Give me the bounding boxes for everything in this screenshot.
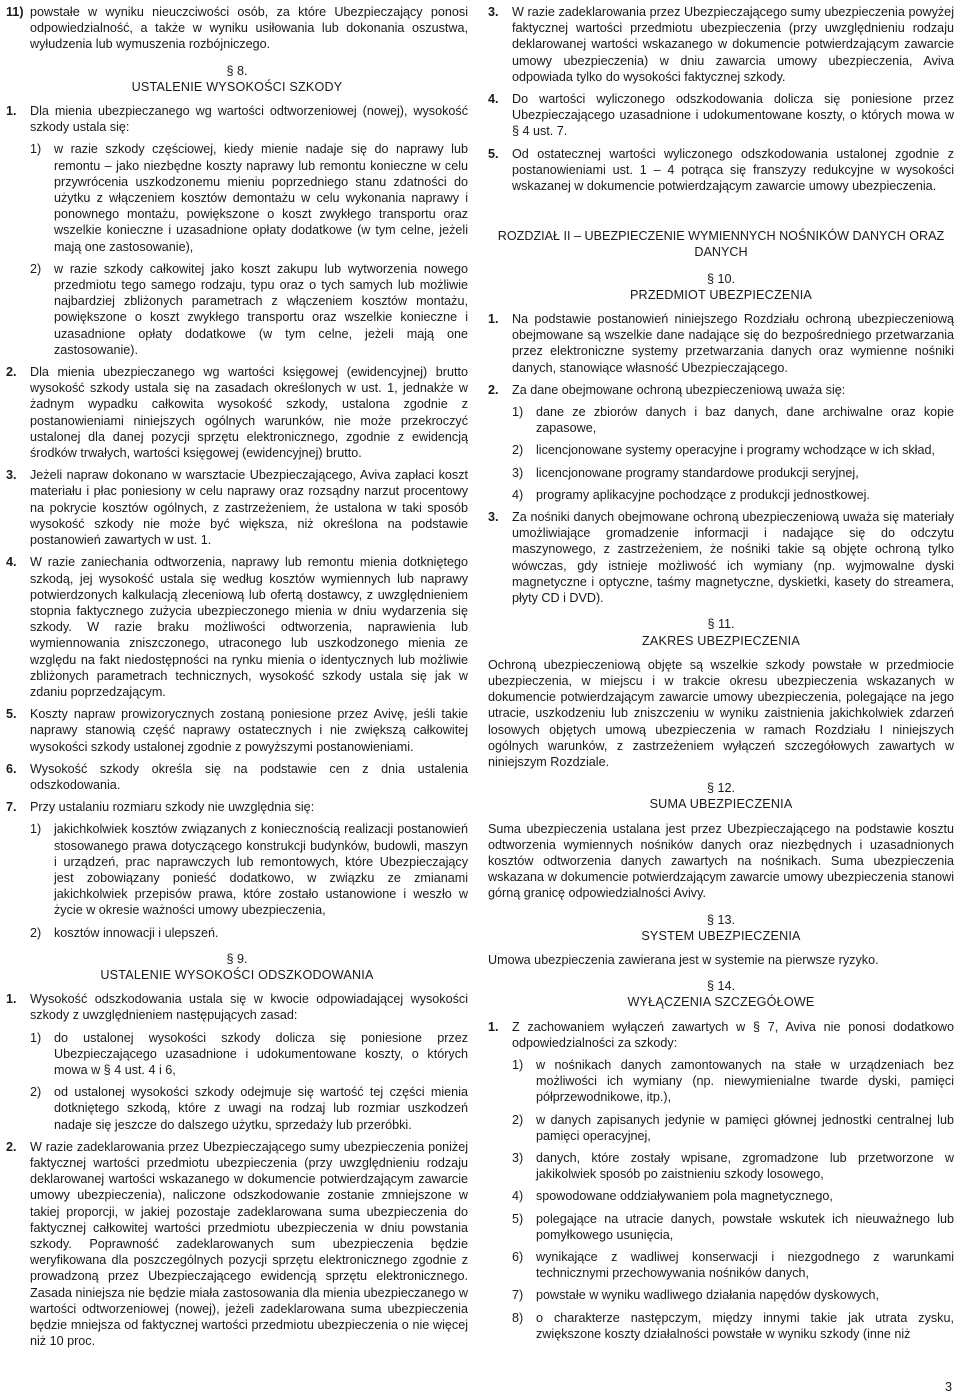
section-heading	[488, 978, 954, 1010]
section-title: ZAKRES UBEZPIECZENIA	[642, 633, 800, 648]
section-title: WYŁĄCZENIA SZCZEGÓŁOWE	[627, 995, 815, 1010]
section-number: § 10.	[706, 271, 735, 286]
numbered-item	[488, 311, 954, 376]
section-title: SYSTEM UBEZPIECZENIA	[641, 928, 801, 943]
sub-list-item	[512, 1188, 954, 1204]
item-number: 4)	[512, 487, 524, 502]
item-text: programy aplikacyjne pochodzące z produkcji jednostkowej.	[536, 487, 870, 502]
item-number: 1.	[488, 312, 499, 327]
item-number: 3.	[488, 5, 499, 19]
section-number: § 9.	[226, 951, 248, 966]
section-heading	[488, 271, 954, 303]
item-text: danych, które zostały wpisane, zgromadzone lub przetworzone w jakikolwiek sposób po zaistnieniu szkody losowego,	[536, 1150, 954, 1182]
sub-list-item	[512, 465, 954, 481]
item-number: 3.	[6, 468, 17, 483]
sub-list-item	[512, 1211, 954, 1243]
item-text: w razie szkody całkowitej jako koszt zakupu lub wytworzenia nowego przedmiotu tego samego rodzaju, typu oraz o tych samych lub możliwie najbardziej zbliżonych parametrach z włączeniem kosztów montażu, powiększone o koszt zwykłego transportu oraz wszelkie konieczne i uzasadnione opłaty dodatkowe (w tym celne, jeżeli mają one zastosowanie).	[54, 261, 468, 357]
numbered-item	[488, 146, 954, 195]
numbered-item	[488, 382, 954, 398]
item-number: 1)	[512, 1057, 524, 1072]
section-number: § 12.	[706, 781, 735, 796]
sub-list-item	[512, 1287, 954, 1303]
item-number: 3)	[512, 465, 524, 480]
item-text: od ustalonej wysokości szkody odejmuje się wartość tej części mienia dotkniętego szkodą, które z uwagi na rodzaj lub rozmiar uszkodzeń nadaje się jeszcze do dalszego użytku, sprzedaży lub przeróbki.	[54, 1085, 468, 1132]
item-text: licencjonowane systemy operacyjne i programy wchodzące w ich skład,	[536, 443, 935, 458]
item-text: powstałe w wyniku wadliwego działania napędów dyskowych,	[536, 1288, 880, 1303]
section-heading	[6, 951, 468, 983]
sub-list-item	[512, 1310, 954, 1342]
item-text: Przy ustalaniu rozmiaru szkody nie uwzględnia się:	[30, 800, 315, 815]
item-number: 4.	[488, 92, 499, 107]
numbered-item	[488, 91, 954, 140]
item-text: dane ze zbiorów danych i baz danych, dane archiwalne oraz kopie zapasowe,	[536, 405, 954, 436]
item-number: 1)	[30, 142, 42, 157]
item-text: spowodowane oddziaływaniem pola magnetycznego,	[536, 1189, 833, 1204]
item-text: Z zachowaniem wyłączeń zawartych w § 7, Aviva nie ponosi dodatkowo odpowiedzialności za szkody:	[512, 1019, 954, 1050]
item-text: W razie zaniechania odtworzenia, naprawy lub remontu mienia dotkniętego szkodą, jej wysokość ustala się według kosztów wymiennych lub naprawy potwierdzonych kalkulacją zleceniową lub ofertą dostawcy, z uwzględnieniem stopnia faktycznego zużycia ubezpieczonego mienia w dniu wydarzenia się szkody. W razie braku możliwości odtworzenia, naprawienia lub wymiennowania zniszczonego, utraconego lub uszkodzonego mienia ze względu na fakt niedostępności na rynku mienia o identycznych lub możliwie zbliżonych parametrach technicznych, wysokość szkody ustala się jak w zdaniu poprzedzającym.	[30, 555, 468, 699]
section-title: SUMA UBEZPIECZENIA	[649, 797, 793, 812]
section-heading	[488, 912, 954, 944]
item-number: 2)	[30, 1085, 42, 1100]
item-number: 4.	[6, 555, 17, 570]
item-number: 1.	[488, 1019, 499, 1034]
sub-list-item	[512, 1249, 954, 1281]
item-text: do ustalonej wysokości szkody dolicza się poniesione przez Ubezpieczającego uzasadnione i udokumentowane koszty, o których mowa w § 4 ust. 4 i 6,	[54, 1030, 468, 1077]
paragraph: Suma ubezpieczenia ustalana jest przez Ubezpieczającego na podstawie kosztu odtworzenia wymiennych nośników danych oraz niezbędnych i uzasadnionych kosztów odtworzenia danych zawartych na nośnikach. Suma ubezpieczenia wskazana w dokumencie potwierdzającym zawarcie umowy ubezpieczenia stanowi górną granicę odpowiedzialności Avivy.	[488, 821, 954, 901]
item-number: 2.	[488, 382, 499, 397]
item-text: polegające na utracie danych, powstałe wskutek ich nieuważnego lub pomyłkowego usunięcia,	[536, 1211, 954, 1242]
numbered-item	[6, 761, 468, 793]
item-text: Za dane obejmowane ochroną ubezpieczeniową uważa się:	[512, 382, 846, 397]
item-text: w danych zapisanych jedynie w pamięci głównej jednostki centralnej lub pamięci operacyjnej,	[536, 1112, 954, 1143]
section-title: PRZEDMIOT UBEZPIECZENIA	[629, 287, 813, 302]
section-number: § 11.	[707, 617, 735, 632]
item-number: 2)	[512, 443, 524, 458]
item-number: 7)	[512, 1288, 524, 1303]
sub-list-item	[30, 821, 468, 918]
sub-list-item	[30, 1084, 468, 1133]
item-number: 3)	[512, 1150, 524, 1165]
numbered-item	[6, 706, 468, 755]
item-number: 1)	[30, 1030, 42, 1045]
item-text: licencjonowane programy standardowe produkcji seryjnej,	[536, 465, 859, 480]
item-number: 5)	[512, 1211, 524, 1226]
item-text: Dla mienia ubezpieczanego wg wartości odtworzeniowej (nowej), wysokość szkody ustala się:	[30, 104, 468, 135]
item-text: powstałe w wyniku nieuczciwości osób, za które Ubezpieczający ponosi odpowiedzialność, a także w wyniku usiłowania lub dokonania oszustwa, wyłudzenia lub wymuszenia rozbójniczego.	[30, 5, 468, 52]
section-title: USTALENIE WYSOKOŚCI SZKODY	[131, 79, 343, 94]
item-number: 2.	[6, 1139, 17, 1154]
paragraph: Umowa ubezpieczenia zawierana jest w systemie na pierwsze ryzyko.	[488, 952, 879, 967]
item-number: 1)	[512, 405, 524, 420]
numbered-item	[6, 554, 468, 700]
numbered-item	[6, 799, 468, 815]
chapter-title: ROZDZIAŁ II – UBEZPIECZENIE WYMIENNYCH NOŚNIKÓW DANYCH ORAZ DANYCH	[497, 229, 945, 260]
item-text: Dla mienia ubezpieczanego wg wartości księgowej (ewidencyjnej) brutto wysokość szkody ustala się na zasadach określonych w ust. 1, jednakże w żadnym wypadku całkowita wysokość szkody, ustalona zgodnie z postanowieniami niniejszych ogólnych warunków, nie może przekroczyć ustalonej dla danej pozycji sprzętu elektronicznego, zgodnie z ewidencją środków trwałych, wartości księgowej (ewidencyjnej) brutto.	[30, 365, 468, 461]
sub-list-item	[512, 487, 954, 503]
item-number: 1)	[30, 822, 42, 837]
item-number: 2)	[512, 1112, 524, 1127]
sub-list-item	[30, 925, 468, 941]
item-number: 7.	[6, 800, 17, 815]
item-number: 11)	[6, 5, 24, 19]
item-text: Jeżeli napraw dokonano w warsztacie Ubezpieczającego, Aviva zapłaci koszt materiału i płac poniesiony w celu naprawy oraz rozsądny narzut procentowy na pokrycie kosztów ogólnych, z zastrzeżeniem, że ustalona w taki sposób wysokość szkody nie może być większa, niż określona na podstawie postanowień zawartych w ust. 1.	[30, 468, 468, 548]
item-text: W razie zadeklarowania przez Ubezpieczającego sumy ubezpieczenia poniżej faktycznej wartości przedmiotu ubezpieczenia (przy uwzględnieniu rodzaju deklarowanej wartości wskazanego w dokumencie potwierdzającym zawarcie umowy ubezpieczenia), naliczone odszkodowanie zostanie zmniejszone w takiej proporcji, w jakiej pozostaje zadeklarowana suma ubezpieczenia do faktycznej całkowitej wartości przedmiotu ubezpieczenia w dniu powstania szkody. Poprawność zadeklarowanych sum ubezpieczenia będzie weryfikowana dla poszczególnych pozycji sprzętu elektronicznego zgodnie z prowadzoną przez Ubezpieczającego ewidencją sprzętu elektronicznego. Zasada niniejsza nie będzie miała zastosowania dla mienia ubezpieczanego w wartości odtworzeniowej (nowej), jeżeli zadeklarowana suma ubezpieczenia będzie mniejsza od faktycznej wartości przedmiotu ubezpieczenia o nie więcej niż 10 proc.	[30, 1139, 468, 1349]
sub-list-item	[512, 442, 954, 458]
section-title: USTALENIE WYSOKOŚCI ODSZKODOWANIA	[100, 967, 374, 982]
item-number: 6.	[6, 761, 17, 776]
section-number: § 13.	[706, 912, 735, 927]
sub-list-item	[30, 141, 468, 254]
item-text: wynikające z wadliwej konserwacji i niezgodnego z warunkami technicznymi przechowywania nośników danych,	[536, 1250, 954, 1281]
item-text: W razie zadeklarowania przez Ubezpieczającego sumy ubezpieczenia powyżej faktycznej wartości przedmiotu ubezpieczenia (przy uwzględnieniu rodzaju deklarowanej wartości wskazanego w dokumencie potwierdzającym zawarcie umowy ubezpieczenia) w dniu zawarcia umowy ubezpieczenia, Aviva odpowiada tylko do wysokości faktycznej szkody.	[512, 5, 954, 84]
left-column	[6, 4, 468, 1355]
item-text: w nośnikach danych zamontowanych na stałe w urządzeniach bez możliwości ich wymiany (np. niewymienialne twarde dyski, pamięci półprzewodnikowe, itp.),	[536, 1057, 954, 1105]
item-number: 3.	[488, 510, 499, 525]
item-text: Wysokość odszkodowania ustala się w kwocie odpowiadającej wysokości szkody z uwzględnieniem następujących zasad:	[30, 992, 468, 1023]
item-number: 1.	[6, 104, 17, 119]
item-number: 5.	[488, 146, 499, 161]
item-number: 8)	[512, 1310, 524, 1325]
item-text: Za nośniki danych obejmowane ochroną ubezpieczeniową uważa się materiały umożliwiające gromadzenie informacji i nadające się do odczytu maszynowego, z zastrzeżeniem, że nośniki takie są objęte ochroną tylko wówczas, gdy istnieje możliwość ich wymiany (np. wyjmowalne dyski magnetyczne i optyczne, taśmy magnetyczne, dyskietki, kasety do streamera, płyty CD i DVD).	[512, 510, 954, 606]
item-number: 5.	[6, 707, 17, 722]
sub-list-item	[512, 404, 954, 436]
paragraph: Ochroną ubezpieczeniową objęte są wszelkie szkody powstałe w przedmiocie ubezpieczenia, w miejscu i w trakcie okresu ubezpieczenia wskazanych w dokumencie potwierdzającym zawarcie umowy ubezpieczenia, polegające na jego utracie, uszkodzeniu lub zniszczeniu w wyniku zaistnienia jakichkolwiek zdarzeń losowych objętych umową ubezpieczenia w ramach Rozdziału I niniejszych ogólnych warunków, z zastrzeżeniem wyłączeń szczegółowych zawartych w niniejszym Rozdziale.	[488, 657, 954, 769]
item-text: w razie szkody częściowej, kiedy mienie nadaje się do naprawy lub remontu – jako niezbędne koszty naprawy lub remontu konieczne w celu przywrócenia uszkodzonemu mieniu poprzedniego stanu zdatności do użytku z włączeniem kosztów demontażu w celu wykonania naprawy i ponownego montażu, powiększone o koszt zwykłego transportu oraz wszelkie konieczne i uzasadnione opłaty dodatkowe (w tym celne, jeżeli mają one zastosowanie),	[54, 142, 468, 254]
numbered-item	[6, 467, 468, 548]
page-number: 3	[944, 1380, 952, 1394]
sub-list-item	[30, 1030, 468, 1079]
item-text: o charakterze następczym, między innymi takie jak utrata zysku, zwiększone koszty działalności powstałe w wyniku szkody (inne niż	[536, 1310, 954, 1341]
item-text: jakichkolwiek kosztów związanych z koniecznością realizacji postanowień stosowanego prawa dotyczącego konstrukcji budynków, budowli, maszyn i urządzeń, prac naprawczych lub remontowych, które Ubezpieczający jest zobowiązany ponieść dodatkowo, w związku ze zmianami jakichkolwiek przepisów prawa, które zostało ustanowione i weszło w życie w okresie ważności umowy ubezpieczenia,	[54, 822, 468, 918]
numbered-item	[6, 103, 468, 135]
section-heading	[6, 63, 468, 95]
numbered-item	[488, 509, 954, 606]
item-number: 6)	[512, 1250, 524, 1264]
numbered-item	[488, 4, 954, 85]
item-text: Do wartości wyliczonego odszkodowania dolicza się poniesione przez Ubezpieczającego uzasadnione i udokumentowane koszty, o których mowa w § 4 ust. 7.	[512, 92, 954, 139]
item-text: kosztów innowacji i ulepszeń.	[54, 925, 219, 940]
item-text: Wysokość szkody określa się na podstawie cen z dnia ustalenia odszkodowania.	[30, 761, 468, 792]
numbered-item	[488, 1019, 954, 1051]
item-number: 2)	[30, 261, 42, 276]
section-heading	[488, 616, 954, 648]
item-number: 1.	[6, 992, 17, 1007]
item-number: 2)	[30, 925, 42, 940]
numbered-item	[6, 991, 468, 1023]
numbered-item	[6, 1139, 468, 1350]
section-number: § 8.	[226, 63, 248, 78]
section-number: § 14.	[706, 979, 735, 994]
numbered-item	[6, 364, 468, 461]
sub-list-item	[512, 1150, 954, 1182]
right-column	[488, 4, 954, 1348]
section-heading	[488, 780, 954, 812]
item-number: 4)	[512, 1189, 524, 1204]
numbered-item	[6, 4, 468, 53]
item-text: Koszty napraw prowizorycznych zostaną poniesione przez Avivę, jeśli takie naprawy stanowią część naprawy ostatecznych i nie zwiększą całkowitej wysokości szkody ustalonej zgodnie z powyższymi postanowieniami.	[30, 707, 468, 754]
sub-list-item	[512, 1112, 954, 1144]
item-text: Od ostatecznej wartości wyliczonego odszkodowania ustalonej zgodnie z postanowieniami ust. 1 – 4 potrąca się franszyzy redukcyjne w wysokości wskazanej w dokumencie potwierdzającym zawarcie umowy ubezpieczenia.	[512, 146, 954, 194]
sub-list-item	[30, 261, 468, 358]
item-number: 2.	[6, 365, 17, 380]
item-text: Na podstawie postanowień niniejszego Rozdziału ochroną ubezpieczeniową obejmowane są wszelkie dane nadające się do bezpośredniego przetwarzania przez elektroniczne systemy przetwarzania danych oraz wymienne nośniki danych, stanowiące własność Ubezpieczającego.	[512, 312, 954, 375]
sub-list-item	[512, 1057, 954, 1106]
